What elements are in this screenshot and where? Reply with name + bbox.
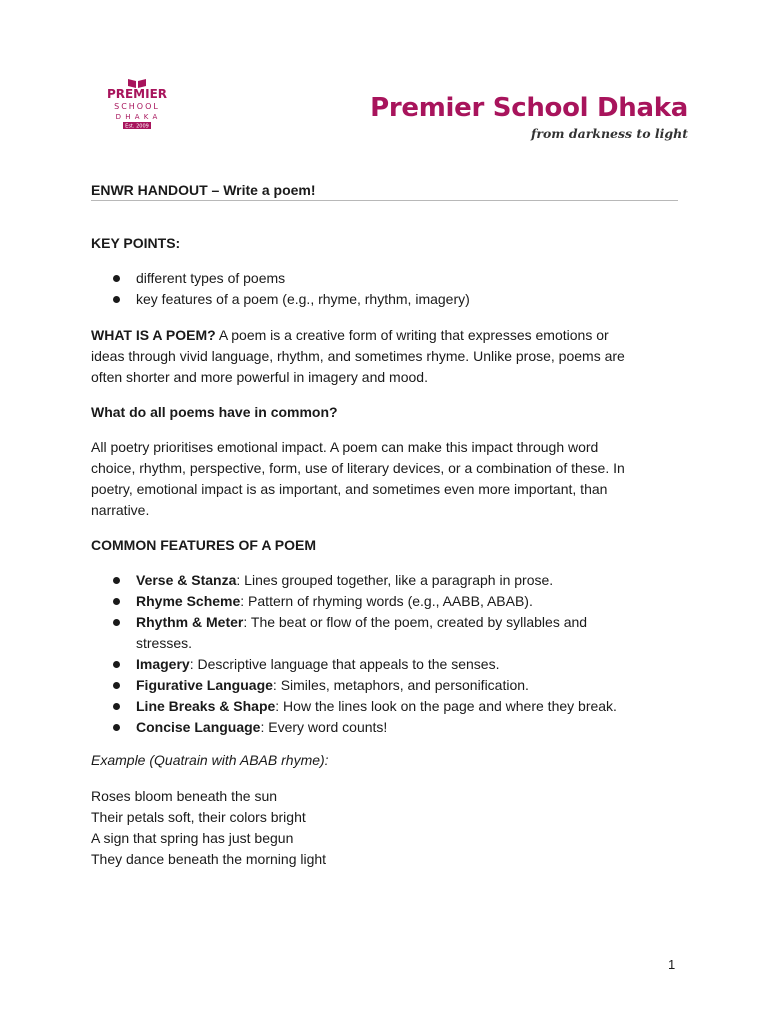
logo-line1: PREMIER bbox=[106, 87, 168, 101]
page-number: 1 bbox=[668, 957, 676, 972]
what-is-text: A poem is a creative form of writing that expresses emotions or bbox=[215, 327, 609, 343]
logo-graphic bbox=[94, 76, 180, 134]
common-heading: What do all poems have in common? bbox=[91, 404, 338, 420]
brand-header bbox=[370, 93, 688, 142]
feature-term: Verse & Stanza bbox=[136, 572, 237, 588]
common-paragraph bbox=[91, 437, 681, 521]
feature-term: Imagery bbox=[136, 656, 190, 672]
feature-term: Rhythm & Meter bbox=[136, 614, 244, 630]
common-line: choice, rhythm, perspective, form, use of literary devices, or a combination of these. In bbox=[91, 460, 625, 476]
key-points-heading: KEY POINTS: bbox=[91, 235, 181, 251]
common-line: narrative. bbox=[91, 502, 150, 518]
list-item: key features of a poem (e.g., rhyme, rhythm, imagery) bbox=[91, 289, 681, 310]
feature-desc: : Every word counts! bbox=[260, 719, 388, 735]
school-tagline: from darkness to light bbox=[531, 126, 688, 141]
feature-desc: : How the lines look on the page and where they break. bbox=[275, 698, 617, 714]
school-name: Premier School Dhaka bbox=[370, 93, 688, 123]
poem-line: Roses bloom beneath the sun bbox=[91, 788, 278, 804]
list-item bbox=[91, 717, 681, 738]
example-label: Example (Quatrain with ABAB rhyme): bbox=[91, 752, 329, 768]
feature-desc: : Descriptive language that appeals to the senses. bbox=[189, 656, 500, 672]
list-item bbox=[91, 675, 681, 696]
feature-term: Rhyme Scheme bbox=[136, 593, 241, 609]
example-poem bbox=[91, 786, 681, 870]
key-points-list bbox=[91, 268, 681, 310]
feature-term: Concise Language bbox=[136, 719, 261, 735]
list-item bbox=[91, 696, 681, 717]
logo-line2: SCHOOL bbox=[114, 102, 160, 111]
features-heading: COMMON FEATURES OF A POEM bbox=[91, 537, 317, 553]
list-item: different types of poems bbox=[91, 268, 681, 289]
poem-line: Their petals soft, their colors bright bbox=[91, 809, 306, 825]
feature-desc: : Similes, metaphors, and personification. bbox=[272, 677, 529, 693]
feature-desc: : Lines grouped together, like a paragraph in prose. bbox=[236, 572, 554, 588]
what-is-paragraph bbox=[91, 325, 681, 388]
what-is-lead: WHAT IS A POEM? bbox=[91, 327, 216, 343]
list-item bbox=[91, 591, 681, 612]
common-line: poetry, emotional impact is as important, and sometimes even more important, than bbox=[91, 481, 608, 497]
list-item bbox=[91, 570, 681, 591]
features-list bbox=[91, 570, 681, 738]
feature-desc: : Pattern of rhyming words (e.g., AABB, ABAB). bbox=[240, 593, 533, 609]
logo-est: Est. 2009 bbox=[125, 123, 149, 130]
list-item bbox=[91, 654, 681, 675]
what-is-line: often shorter and more powerful in imagery and mood. bbox=[91, 369, 428, 385]
poem-line: A sign that spring has just begun bbox=[91, 830, 294, 846]
what-is-line: ideas through vivid language, rhythm, and sometimes rhyme. Unlike prose, poems are bbox=[91, 348, 625, 364]
feature-desc: : The beat or flow of the poem, created by syllables and bbox=[243, 614, 588, 630]
feature-desc: stresses. bbox=[136, 635, 193, 651]
common-line: All poetry prioritises emotional impact. A poem can make this impact through word bbox=[91, 439, 599, 455]
poem-line: They dance beneath the morning light bbox=[91, 851, 327, 867]
logo-line3: D H A K A bbox=[115, 113, 159, 121]
feature-term: Line Breaks & Shape bbox=[136, 698, 276, 714]
handout-title: ENWR HANDOUT – Write a poem! bbox=[91, 182, 316, 198]
school-logo bbox=[94, 76, 180, 134]
list-item bbox=[91, 612, 681, 654]
title-divider bbox=[91, 200, 678, 201]
feature-term: Figurative Language bbox=[136, 677, 273, 693]
